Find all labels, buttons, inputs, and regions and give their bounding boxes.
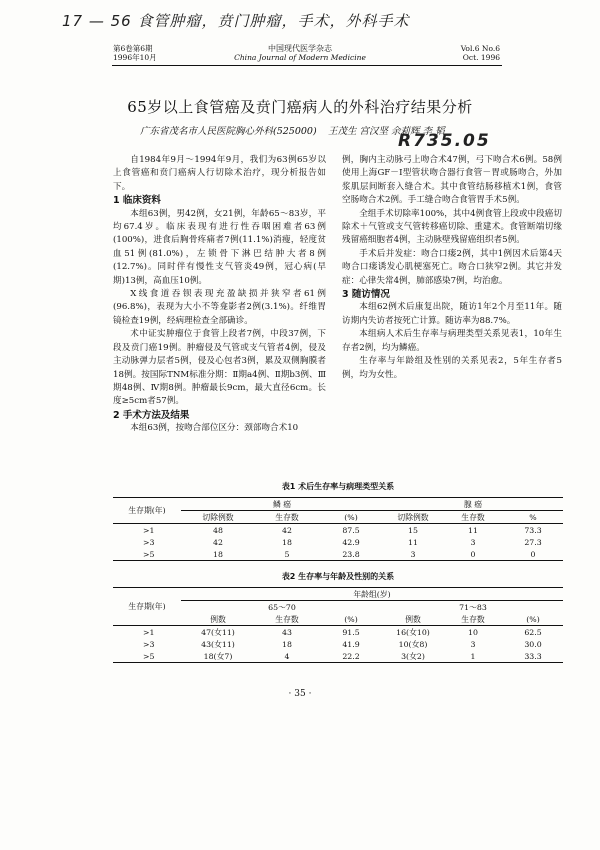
table2-cell: 47(女11) [201,627,235,637]
table1-subheader: 切除例数 [397,512,429,522]
table2-cell: 33.3 [524,651,542,661]
table2-cell: 3(女2) [401,651,425,661]
table2-cell: >1 [143,627,155,637]
table1-cell: 48 [213,525,223,535]
author-names: 王茂生 宫汉坚 余莉辉 李 韬 [328,126,445,137]
section-heading: 1 临床资料 [113,195,161,207]
author-affiliation: 广东省茂名市人民医院胸心外科(525000) [140,126,317,137]
table2-row [113,638,563,650]
table2-subheader: (%) [344,614,358,624]
table1-row [113,536,563,548]
table1-cell: 11 [468,525,478,535]
table1-cell: 27.3 [524,537,542,547]
table2-subheader: (%) [526,614,540,624]
table2-cell: 10 [468,627,478,637]
table2-row [113,626,563,639]
table2-group-71-83: 71～83 [459,602,487,612]
section-heading: 2 手术方法及结果 [113,409,190,421]
table1-subheader: (%) [344,512,358,522]
journal-name-cn: 中国现代医学杂志 [268,44,332,53]
table1-cell: 0 [470,549,476,559]
table2-cell: 1 [470,651,476,661]
handwritten-top-note: 17 — 56 食管肿瘤，贲门肿瘤，手术，外科手术 [62,12,410,30]
right-column [342,154,562,382]
page-number: · 35 · [288,689,312,699]
table2-cell: >5 [143,651,155,661]
journal-name-en: China Journal of Modern Medicine [234,53,366,62]
table1-subheader: 生存数 [461,512,485,522]
table1-cell: 42 [213,537,223,547]
left-column [113,154,326,436]
body-paragraph: 本组63例，男42例，女21例，年龄65～83岁，平均67.4岁。临床表现有进行性吞咽困难者63例(100%)，进食后胸骨疼痛者7例(11.1%)消瘦，轻度贫血51例(81.0%)，左锁骨下淋巴结肿大者8例(12.7%)。同时伴有慢性支气管炎49例，冠心病(早期)13例，高血压10例。 [113,208,326,286]
table2-row-header: 生存期(年) [113,588,181,626]
table2-subheader: 生存数 [461,614,485,624]
table1-cell: 5 [284,549,290,559]
section-heading: 3 随访情况 [342,289,390,301]
body-paragraph: X线食道吞钡表现充盈缺损并狭窄者61例(96.8%)，表现为大小不等龛影者2例(3.1%)。纤维胃镜检查19例，经病理检查全部确诊。 [113,289,326,326]
table2-cell: 43 [282,627,292,637]
body-paragraph: 术中证实肿瘤位于食管上段者7例，中段37例，下段及贲门癌19例。肿瘤侵及气管或支气管者4例，侵及主动脉弹力层者5例，侵及心包者3例，累及双侧胸膜者18例。按国际TNM标准分期：Ⅱ期a4例、Ⅱ期b3例、Ⅲ期48例、Ⅳ期8例。肿瘤最长9cm，最大直径6cm。长度≥5cm者57例。 [113,329,326,407]
table2-cell: 22.2 [342,651,360,661]
table1-caption: 表1 术后生存率与病理类型关系 [281,482,395,491]
table1-subheader: 切除例数 [202,512,234,522]
table1-cell: 87.5 [342,525,360,535]
table2-cell: 16(女10) [396,627,430,637]
table1-subheader: % [529,512,537,522]
table2-caption: 表2 生存率与年龄及性别的关系 [281,572,395,581]
table1-cell: >1 [143,525,155,535]
journal-date-en: Oct. 1996 [462,53,500,62]
table1-row [113,548,563,561]
body-paragraph: 例，胸内主动脉弓上吻合术47例，弓下吻合术6例。58例使用上海GF－Ⅰ型管状吻合器行食管－胃或肠吻合，外加浆肌层间断套入缝合术。其中食管结肠移植术1例，食管空肠吻合术2例。手工缝合吻合食管胃手术5例。 [342,155,562,206]
table2-subheader: 生存数 [275,614,299,624]
handwritten-class-number: R735.05 [398,131,491,151]
table1-cell: 3 [470,537,476,547]
table2-subheader: 例数 [405,614,421,624]
body-paragraph: 全组手术切除率100%，其中4例食管上段或中段癌切除术＋气管或支气管转移癌切除、重建术。食管断端切缘残留癌细胞者4例，主动脉壁残留癌组织者5例。 [342,208,562,246]
table1-cell: 42 [282,525,292,535]
table1-cell: 23.8 [342,549,360,559]
table2-cell: >3 [143,639,155,649]
table1-cell: 18 [282,537,292,547]
table1-cell: 11 [408,537,418,547]
table2-subheader: 例数 [210,614,226,624]
table1-cell: 0 [530,549,536,559]
journal-volume-cn: 第6卷第6期 [113,44,153,53]
table1-group-adeno: 腺 癌 [383,498,563,511]
table2-cell: 43(女11) [201,639,235,649]
body-paragraph: 自1984年9月～1994年9月，我们为63例65岁以上食管癌和贲门癌病人行切除术治疗，现分析报告如下。 [113,155,326,192]
journal-date-cn: 1996年10月 [113,53,157,62]
table2-cell: 18(女7) [203,651,233,661]
table1-cell: >5 [143,549,155,559]
table2-cell: 18 [282,639,292,649]
journal-volume-en: Vol.6 No.6 [460,44,500,53]
table2-cell: 30.0 [524,639,542,649]
article-title: 65岁以上食管癌及贲门癌病人的外科治疗结果分析 [127,98,473,116]
table1-subheader: 生存数 [275,512,299,522]
table1-cell: 18 [213,549,223,559]
table1-cell: 42.9 [342,537,360,547]
body-paragraph: 本组63例，按吻合部位区分：颈部吻合术10 [130,423,299,434]
table2-cell: 41.9 [342,639,360,649]
body-paragraph: 本组62例术后康复出院，随访1年2个月至11年。随访期内失访者按死亡计算。随访率为88.7%。 [342,302,562,326]
table1-cell: 3 [410,549,416,559]
table2 [113,587,563,663]
table1-cell: >3 [143,537,155,547]
table1-row [113,524,563,537]
table1-cell: 15 [408,525,418,535]
table2-cell: 3 [470,639,476,649]
table2-cell: 10(女8) [398,639,428,649]
table2-cell: 4 [284,651,290,661]
body-paragraph: 生存率与年龄组及性别的关系见表2，5年生存者5例，均为女性。 [342,356,562,380]
table2-group-header: 年龄组(岁) [181,588,563,601]
table1-group-squamous: 鳞 癌 [181,498,383,511]
body-paragraph: 手术后并发症：吻合口瘘2例，其中1例因术后第4天吻合口瘘诱发心肌梗塞死亡。吻合口狭窄2例。其它并发症：心律失常4例，肺部感染7例，均治愈。 [342,248,562,286]
body-paragraph: 本组病人术后生存率与病理类型关系见表1，10年生存者2例，均为鳞癌。 [342,329,562,353]
table1 [113,497,563,561]
table2-cell: 91.5 [342,627,360,637]
table2-row [113,650,563,663]
table2-cell: 62.5 [524,627,542,637]
table2-group-65-70: 65～70 [268,602,296,612]
header-rule [112,65,502,66]
table1-row-header: 生存期(年) [113,498,181,524]
table1-cell: 73.3 [524,525,542,535]
